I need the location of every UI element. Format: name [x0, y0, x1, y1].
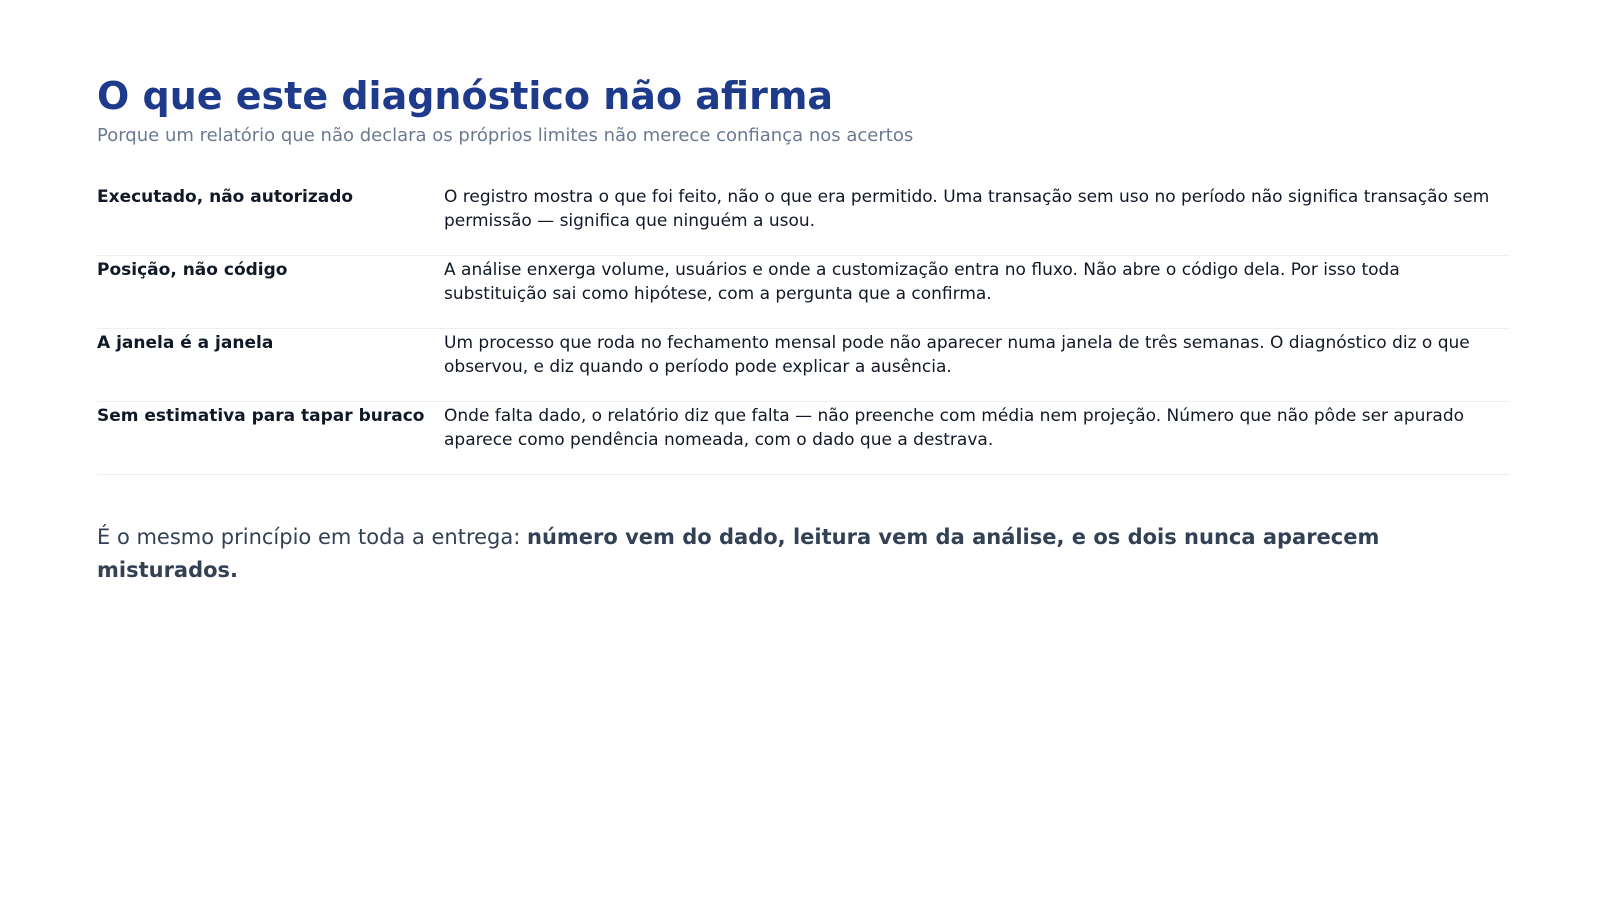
row-description: Onde falta dado, o relatório diz que falta — não preenche com média nem projeção. Número que não pôde ser apurado aparece como pendência nomeada, com o dado que a destrava.	[444, 406, 1465, 450]
row-label: Posição, não código	[97, 260, 288, 280]
closing-statement	[97, 521, 1427, 587]
page-title: O que este diagnóstico não afirma	[97, 74, 834, 118]
row-description: Um processo que roda no fechamento mensal pode não aparecer numa janela de três semanas. O diagnóstico diz o que observou, e diz quando o período pode explicar a ausência.	[444, 333, 1470, 377]
page-subtitle: Porque um relatório que não declara os próprios limites não merece confiança nos acertos	[97, 125, 914, 146]
table-row	[97, 183, 1510, 256]
row-description: A análise enxerga volume, usuários e onde a customização entra no fluxo. Não abre o código dela. Por isso toda substituição sai como hipótese, com a pergunta que a confirma.	[444, 260, 1400, 304]
closing-lead: É o mesmo princípio em toda a entrega:	[97, 525, 527, 549]
table-row	[97, 402, 1510, 475]
row-label: A janela é a janela	[97, 333, 274, 353]
row-label: Sem estimativa para tapar buraco	[97, 406, 425, 426]
limitations-table	[97, 183, 1510, 475]
row-label: Executado, não autorizado	[97, 187, 354, 207]
closing-emphasis: número vem do dado, leitura vem da análise, e os dois nunca aparecem misturados.	[97, 525, 1380, 582]
table-row	[97, 256, 1510, 329]
table-row	[97, 329, 1510, 402]
row-description: O registro mostra o que foi feito, não o que era permitido. Uma transação sem uso no período não significa transação sem permissão — significa que ninguém a usou.	[444, 187, 1490, 231]
